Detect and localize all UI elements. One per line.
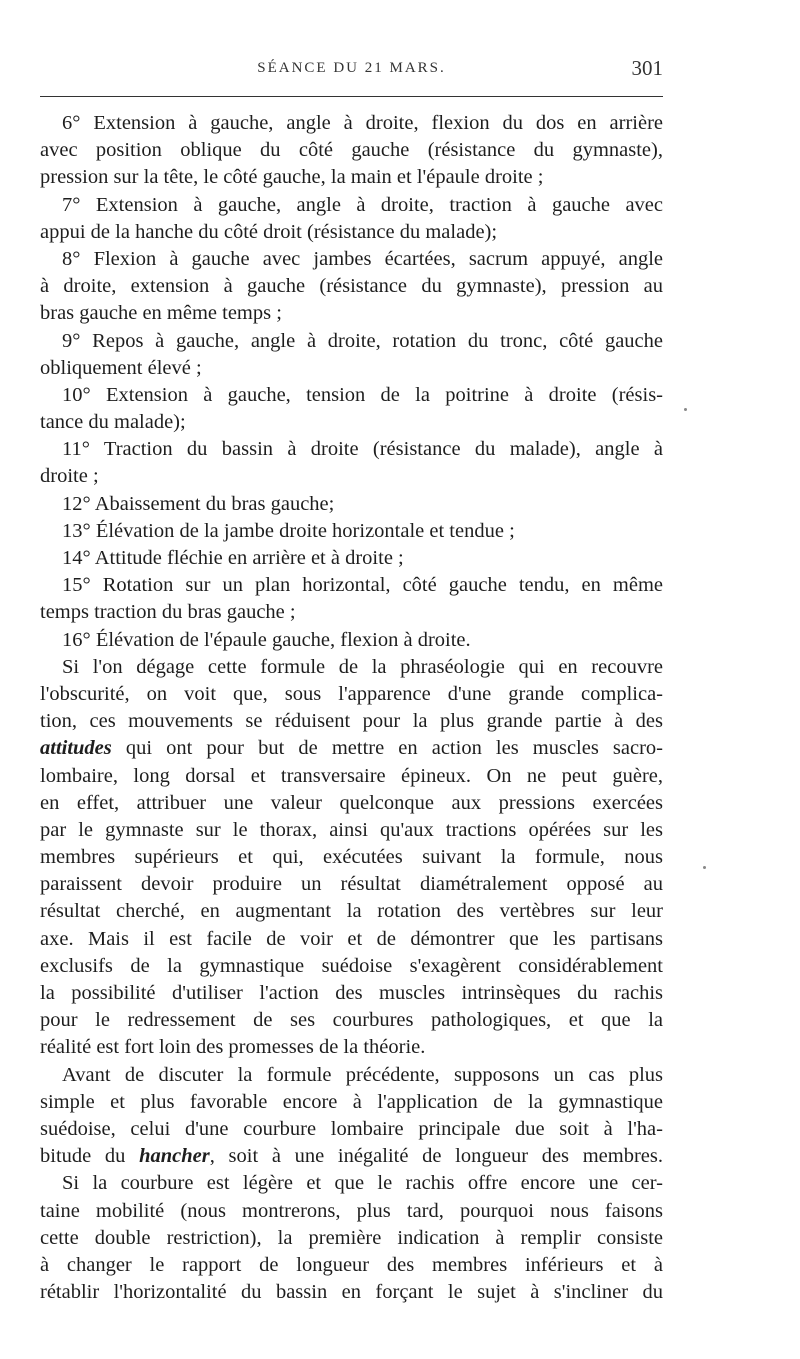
header-rule (40, 96, 663, 97)
text-line: par le gymnaste sur le thorax, ainsi qu'aux tractions opérées sur les (40, 818, 663, 841)
text-line: bras gauche en même temps ; (40, 302, 282, 325)
text-line: temps traction du bras gauche ; (40, 601, 296, 624)
text-line: rétablir l'horizontalité du bassin en forçant le sujet à s'incliner du (40, 1281, 663, 1304)
text-segment: bitude du (40, 1145, 140, 1168)
text-line: résultat cherché, en augmentant la rotation des vertèbres sur leur (40, 900, 663, 923)
text-line: à droite, extension à gauche (résistance du gymnaste), pression au (40, 275, 663, 298)
text-line: simple et plus favorable encore à l'application de la gymnastique (40, 1090, 663, 1113)
text-line (40, 735, 663, 762)
text-line: Si l'on dégage cette formule de la phraséologie qui en recouvre (62, 655, 663, 678)
body-text (40, 110, 663, 1306)
text-line: 7° Extension à gauche, angle à droite, traction à gauche avec (62, 193, 663, 216)
text-line: tance du malade); (40, 411, 186, 434)
text-line: paraissent devoir produire un résultat diamétralement opposé au (40, 873, 663, 896)
text-line: obliquement élevé ; (40, 356, 202, 379)
text-line: lombaire, long dorsal et transversaire épineux. On ne peut guère, (40, 764, 663, 787)
emphasis-word: hancher (139, 1145, 210, 1168)
speck-mark (684, 408, 687, 411)
text-segment: qui ont pour but de mettre en action les muscles sacro- (111, 737, 663, 760)
text-line: 8° Flexion à gauche avec jambes écartées, sacrum appuyé, angle (62, 247, 663, 270)
text-line: appui de la hanche du côté droit (résistance du malade); (40, 220, 498, 243)
text-line: 16° Élévation de l'épaule gauche, flexion à droite. (62, 628, 471, 651)
text-line: réalité est fort loin des promesses de la théorie. (40, 1036, 426, 1059)
text-line: tion, ces mouvements se réduisent pour la plus grande partie à des (40, 710, 663, 733)
text-line: membres supérieurs et qui, exécutées suivant la formule, nous (40, 846, 663, 869)
text-line: exclusifs de la gymnastique suédoise s'exagèrent considérablement (40, 954, 663, 977)
running-head-title: SÉANCE DU 21 MARS. (257, 60, 446, 76)
text-line: pour le redressement de ses courbures pathologiques, et que la (40, 1009, 663, 1032)
text-line: l'obscurité, on voit que, sous l'apparence d'une grande complica- (40, 682, 663, 705)
page-number: 301 (631, 56, 663, 80)
text-line (40, 1143, 663, 1170)
text-line: avec position oblique du côté gauche (résistance du gymnaste), (40, 139, 663, 162)
speck-mark (703, 866, 706, 869)
text-line: 10° Extension à gauche, tension de la poitrine à droite (résis- (62, 383, 663, 406)
text-line: 13° Élévation de la jambe droite horizontale et tendue ; (62, 519, 515, 542)
text-line: axe. Mais il est facile de voir et de démontrer que les partisans (40, 927, 663, 950)
text-line: 12° Abaissement du bras gauche; (62, 492, 335, 515)
text-line: suédoise, celui d'une courbure lombaire principale due soit à l'ha- (40, 1117, 663, 1140)
text-line: Si la courbure est légère et que le rachis offre encore une cer- (62, 1172, 663, 1195)
running-head (40, 56, 663, 90)
text-line: 14° Attitude fléchie en arrière et à droite ; (62, 547, 404, 569)
text-segment: , soit à une inégalité de longueur des membres. (209, 1145, 663, 1168)
text-line: cette double restriction), la première indication à remplir consiste (40, 1226, 663, 1249)
text-line: 9° Repos à gauche, angle à droite, rotation du tronc, côté gauche (62, 329, 663, 352)
text-line: droite ; (40, 465, 99, 488)
text-line: 15° Rotation sur un plan horizontal, côté gauche tendu, en même (62, 574, 663, 597)
emphasis-word: attitudes (40, 737, 112, 760)
text-line: taine mobilité (nous montrerons, plus tard, pourquoi nous faisons (40, 1199, 663, 1222)
text-line: pression sur la tête, le côté gauche, la main et l'épaule droite ; (40, 166, 544, 189)
text-line: à changer le rapport de longueur des membres inférieurs et à (40, 1253, 663, 1276)
text-line: Avant de discuter la formule précédente, supposons un cas plus (62, 1063, 663, 1086)
text-line: 11° Traction du bassin à droite (résistance du malade), angle à (62, 438, 663, 461)
text-line: la possibilité d'utiliser l'action des muscles intrinsèques du rachis (40, 982, 663, 1004)
text-line: en effet, attribuer une valeur quelconque aux pressions exercées (40, 791, 663, 814)
text-line: 6° Extension à gauche, angle à droite, flexion du dos en arrière (62, 112, 663, 134)
